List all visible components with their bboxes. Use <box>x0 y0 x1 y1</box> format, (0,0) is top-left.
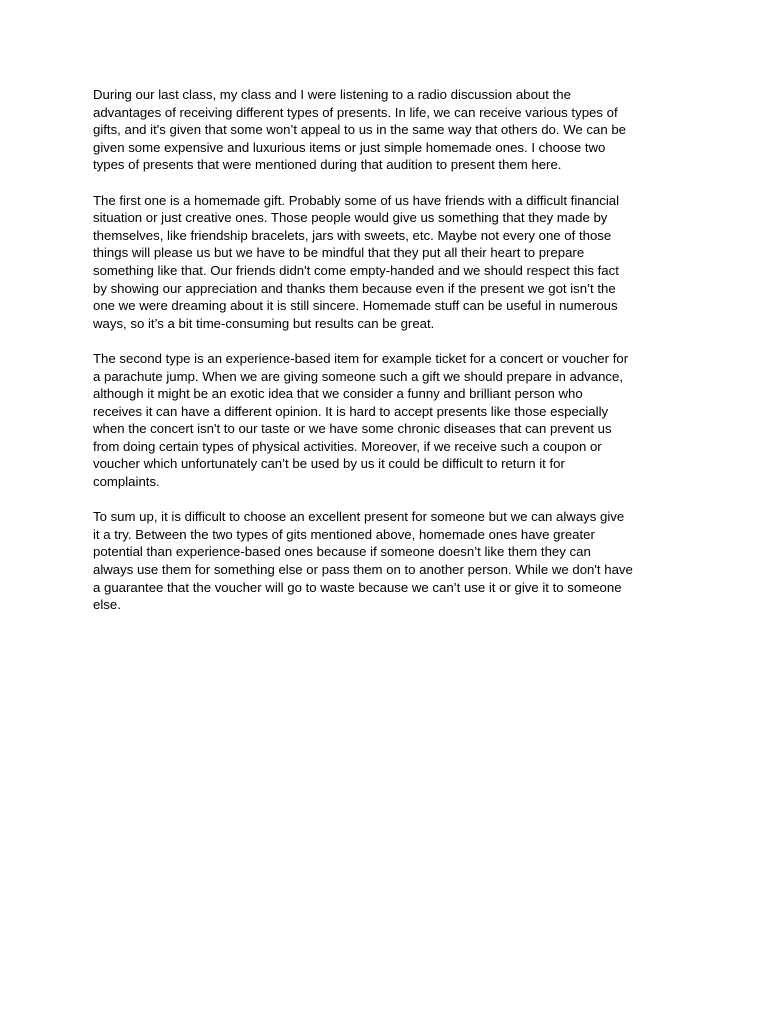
paragraph-conclusion: To sum up, it is difficult to choose an excellent present for someone but we can always give it a try. Between the two types of gits mentioned above, homemade ones have greater potential than experience-based ones because if someone doesn’t like them they can always use them for something else or pass them on to another person. While we don't have a guarantee that the voucher will go to waste because we can’t use it or give it to someone else. <box>93 509 633 613</box>
paragraph-intro: During our last class, my class and I were listening to a radio discussion about the advantages of receiving different types of presents. In life, we can receive various types of gifts, and it's given that some won’t appeal to us in the same way that others do. We can be given some expensive and luxurious items or just simple homemade ones. I choose two types of presents that were mentioned during that audition to present them here. <box>93 87 627 173</box>
paragraph-experience-gift: The second type is an experience-based item for example ticket for a concert or voucher for a parachute jump. When we are giving someone such a gift we should prepare in advance, although it might be an exotic idea that we consider a funny and brilliant person who receives it can have a different opinion. It is hard to accept presents like those especially when the concert isn't to our taste or we have some chronic diseases that can prevent us from doing certain types of physical activities. Moreover, if we receive such a coupon or voucher which unfortunately can’t be used by us it could be difficult to return it for complaints. <box>93 350 629 490</box>
paragraph-homemade-gift: The first one is a homemade gift. Probably some of us have friends with a difficult financial situation or just creative ones. Those people would give us something that they made by themselves, like friendship bracelets, jars with sweets, etc. Maybe not every one of those things will please us but we have to be mindful that they put all their heart to prepare something like that. Our friends didn't come empty-handed and we should respect this fact by showing our appreciation and thanks them because even if the present we got isn’t the one we were dreaming about it is still sincere. Homemade stuff can be useful in numerous ways, so it’s a bit time-consuming but results can be great. <box>93 192 620 331</box>
document-body <box>93 86 683 631</box>
